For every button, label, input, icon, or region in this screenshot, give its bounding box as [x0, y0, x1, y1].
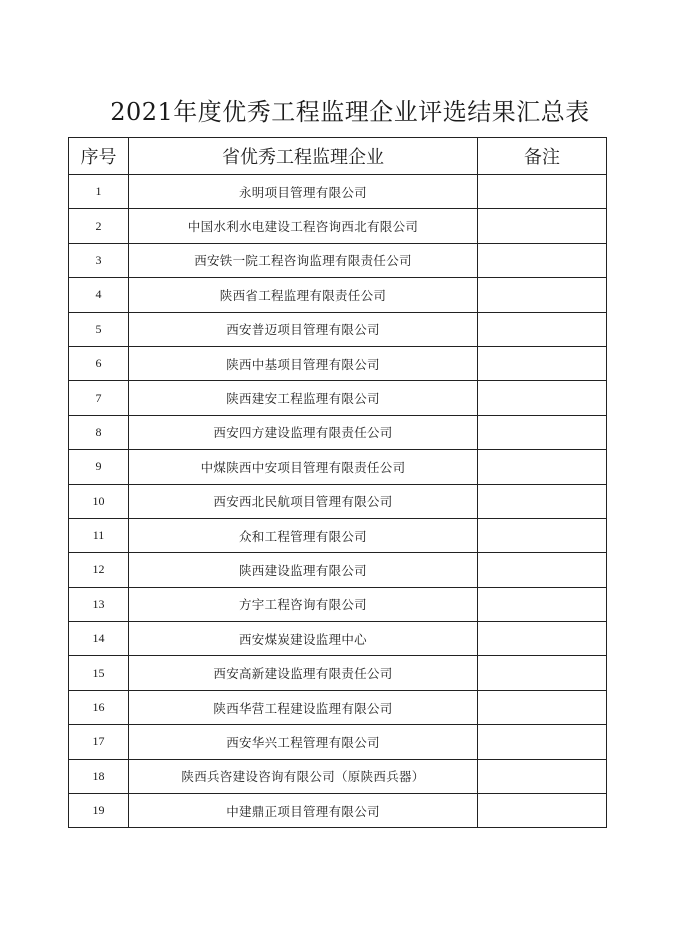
table-row: [69, 518, 607, 552]
remark-cell: [478, 278, 607, 312]
table-row: [69, 725, 607, 759]
remark-cell: [478, 450, 607, 484]
company-name-cell: 中煤陕西中安项目管理有限责任公司: [129, 450, 478, 484]
company-name-cell: 陕西华营工程建设监理有限公司: [129, 690, 478, 724]
remark-cell: [478, 346, 607, 380]
remark-cell: [478, 725, 607, 759]
serial-number-cell: 19: [69, 794, 129, 828]
header-remark: 备注: [478, 138, 607, 175]
remark-cell: [478, 794, 607, 828]
header-serial-number: 序号: [69, 138, 129, 175]
serial-number-cell: 13: [69, 587, 129, 621]
company-name-cell: 方宇工程咨询有限公司: [129, 587, 478, 621]
serial-number-cell: 7: [69, 381, 129, 415]
serial-number-cell: 14: [69, 622, 129, 656]
company-name-cell: 陕西兵咨建设咨询有限公司（原陕西兵器）: [129, 759, 478, 793]
remark-cell: [478, 415, 607, 449]
serial-number-cell: 12: [69, 553, 129, 587]
serial-number-cell: 15: [69, 656, 129, 690]
remark-cell: [478, 759, 607, 793]
remark-cell: [478, 553, 607, 587]
table-row: [69, 415, 607, 449]
table-header-row: [69, 138, 607, 175]
table-row: [69, 450, 607, 484]
table-row: [69, 312, 607, 346]
company-name-cell: 中国水利水电建设工程咨询西北有限公司: [129, 209, 478, 243]
table-row: [69, 759, 607, 793]
remark-cell: [478, 243, 607, 277]
remark-cell: [478, 518, 607, 552]
serial-number-cell: 1: [69, 175, 129, 209]
company-name-cell: 陕西中基项目管理有限公司: [129, 346, 478, 380]
company-name-cell: 西安华兴工程管理有限公司: [129, 725, 478, 759]
company-name-cell: 西安普迈项目管理有限公司: [129, 312, 478, 346]
table-row: [69, 381, 607, 415]
remark-cell: [478, 656, 607, 690]
remark-cell: [478, 690, 607, 724]
serial-number-cell: 11: [69, 518, 129, 552]
company-name-cell: 西安铁一院工程咨询监理有限责任公司: [129, 243, 478, 277]
company-name-cell: 西安西北民航项目管理有限公司: [129, 484, 478, 518]
serial-number-cell: 10: [69, 484, 129, 518]
table-row: [69, 587, 607, 621]
remark-cell: [478, 381, 607, 415]
company-name-cell: 西安高新建设监理有限责任公司: [129, 656, 478, 690]
company-name-cell: 陕西建安工程监理有限公司: [129, 381, 478, 415]
serial-number-cell: 17: [69, 725, 129, 759]
table-body: [69, 175, 607, 828]
serial-number-cell: 9: [69, 450, 129, 484]
company-name-cell: 众和工程管理有限公司: [129, 518, 478, 552]
table-row: [69, 622, 607, 656]
table-row: [69, 794, 607, 828]
serial-number-cell: 6: [69, 346, 129, 380]
serial-number-cell: 2: [69, 209, 129, 243]
serial-number-cell: 4: [69, 278, 129, 312]
table-row: [69, 690, 607, 724]
serial-number-cell: 16: [69, 690, 129, 724]
remark-cell: [478, 587, 607, 621]
table-row: [69, 484, 607, 518]
company-name-cell: 陕西省工程监理有限责任公司: [129, 278, 478, 312]
table-row: [69, 175, 607, 209]
document-title: 2021年度优秀工程监理企业评选结果汇总表: [110, 98, 590, 126]
company-name-cell: 西安四方建设监理有限责任公司: [129, 415, 478, 449]
table-row: [69, 209, 607, 243]
serial-number-cell: 18: [69, 759, 129, 793]
company-name-cell: 中建鼎正项目管理有限公司: [129, 794, 478, 828]
company-name-cell: 陕西建设监理有限公司: [129, 553, 478, 587]
table-row: [69, 553, 607, 587]
table-row: [69, 656, 607, 690]
remark-cell: [478, 622, 607, 656]
table-row: [69, 346, 607, 380]
remark-cell: [478, 175, 607, 209]
remark-cell: [478, 484, 607, 518]
table-row: [69, 243, 607, 277]
remark-cell: [478, 209, 607, 243]
remark-cell: [478, 312, 607, 346]
serial-number-cell: 5: [69, 312, 129, 346]
header-company: 省优秀工程监理企业: [129, 138, 478, 175]
results-table: [68, 137, 607, 828]
table-row: [69, 278, 607, 312]
serial-number-cell: 3: [69, 243, 129, 277]
serial-number-cell: 8: [69, 415, 129, 449]
company-name-cell: 西安煤炭建设监理中心: [129, 622, 478, 656]
company-name-cell: 永明项目管理有限公司: [129, 175, 478, 209]
